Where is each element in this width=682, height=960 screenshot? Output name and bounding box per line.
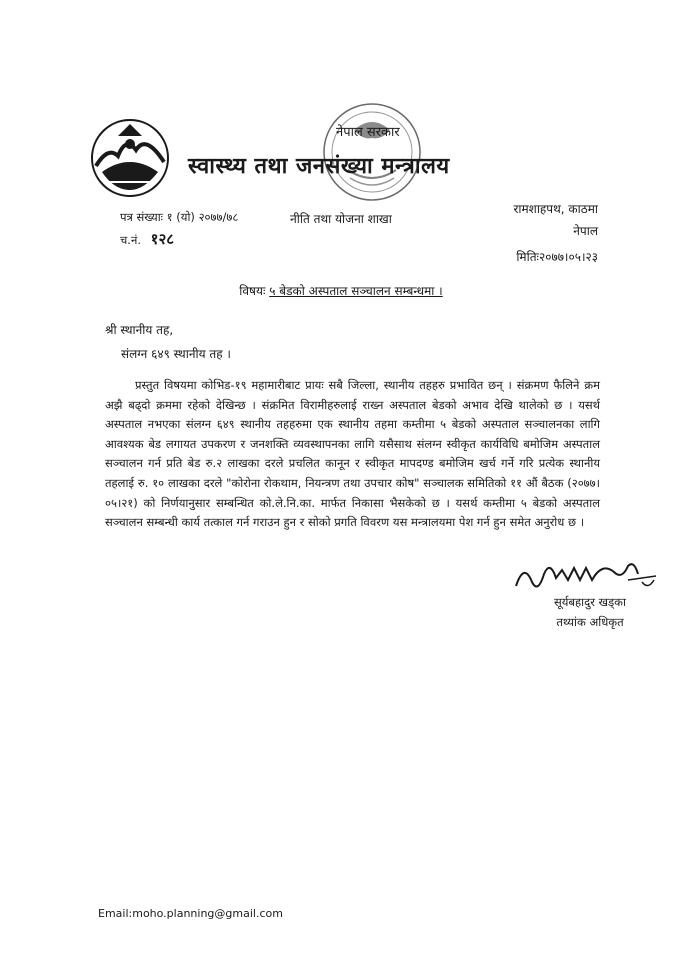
office-address <box>448 198 598 242</box>
recipient-line-2: संलग्न ६४९ स्थानीय तह । <box>121 347 231 361</box>
signer-title: तथ्यांक अधिकृत <box>556 615 624 629</box>
letter-date: मितिः२०७७।०५।२३ <box>516 250 598 264</box>
address-line-1: रामशाहपथ, काठमा <box>513 202 598 216</box>
government-name: नेपाल सरकार <box>336 125 400 140</box>
address-line-2: नेपाल <box>573 224 598 238</box>
signer-name: सूर्यबहादुर खड्का <box>554 595 626 609</box>
subject-text: ५ बेडको अस्पताल सञ्चालन सम्बन्धमा । <box>269 284 443 298</box>
footer-email: Email:moho.planning@gmail.com <box>98 907 283 920</box>
signature-icon <box>510 556 660 596</box>
dispatch-label: च.नं. <box>120 233 141 247</box>
dispatch-number-line <box>120 228 238 251</box>
dispatch-number: १२८ <box>150 230 175 248</box>
letter-body: प्रस्तुत विषयमा कोभिड-१९ महामारीबाट प्रायः सबै जिल्ला, स्थानीय तहहरु प्रभावित छन् । संक्रमण फैलिने क्रम अझै बढ्दो क्रममा रहेको देखिन्छ । संक्रमित विरामीहरुलाई राख्न अस्पताल बेडको अभाव देखि थालेको छ । यसर्थ अस्पताल नभएका संलग्न ६४९ स्थानीय तहहरुमा एक स्थानीय तहमा कम्तीमा ५ बेडको अस्पताल सञ्चालनका लागि आवश्यक बेड लगायत उपकरण र जनशक्ति व्यवस्थापनका लागि यसैसाथ संलग्न स्वीकृत कार्यविधि बमोजिम अस्पताल सञ्चालन गर्न प्रति बेड रु.२ लाखका दरले प्रचलित कानून र स्वीकृत मापदण्ड बमोजिम खर्च गर्ने गरि प्रत्येक स्थानीय तहलाई रु. १० लाखका दरले "कोरोना रोकथाम, नियन्त्रण तथा उपचार कोष" सञ्चालक समितिको ११ औं बैठक (२०७७।०५।२१) को निर्णयानुसार सम्बन्धित को.ले.नि.का. मार्फत निकासा भैसकेको छ । यसर्थ कम्तीमा ५ बेडको अस्पताल सञ्चालन सम्बन्धी कार्य तत्काल गर्न गराउन हुन र सोको प्रगति विवरण यस मन्त्रालयमा पेश गर्न हुन समेत अनुरोध छ । <box>105 378 600 530</box>
recipient-block <box>105 318 231 366</box>
subject-line <box>0 282 682 299</box>
ministry-title: स्वास्थ्य तथा जनसंख्या मन्त्रालय <box>188 154 450 179</box>
nepal-emblem-icon <box>88 116 172 200</box>
signer-block <box>520 592 660 632</box>
recipient-line-1: श्री स्थानीय तह, <box>105 323 174 337</box>
subject-label: विषयः <box>239 284 266 298</box>
letter-number: पत्र संख्याः १ (यो) २०७७/७८ <box>120 210 239 224</box>
division-name: नीति तथा योजना शाखा <box>290 212 392 226</box>
